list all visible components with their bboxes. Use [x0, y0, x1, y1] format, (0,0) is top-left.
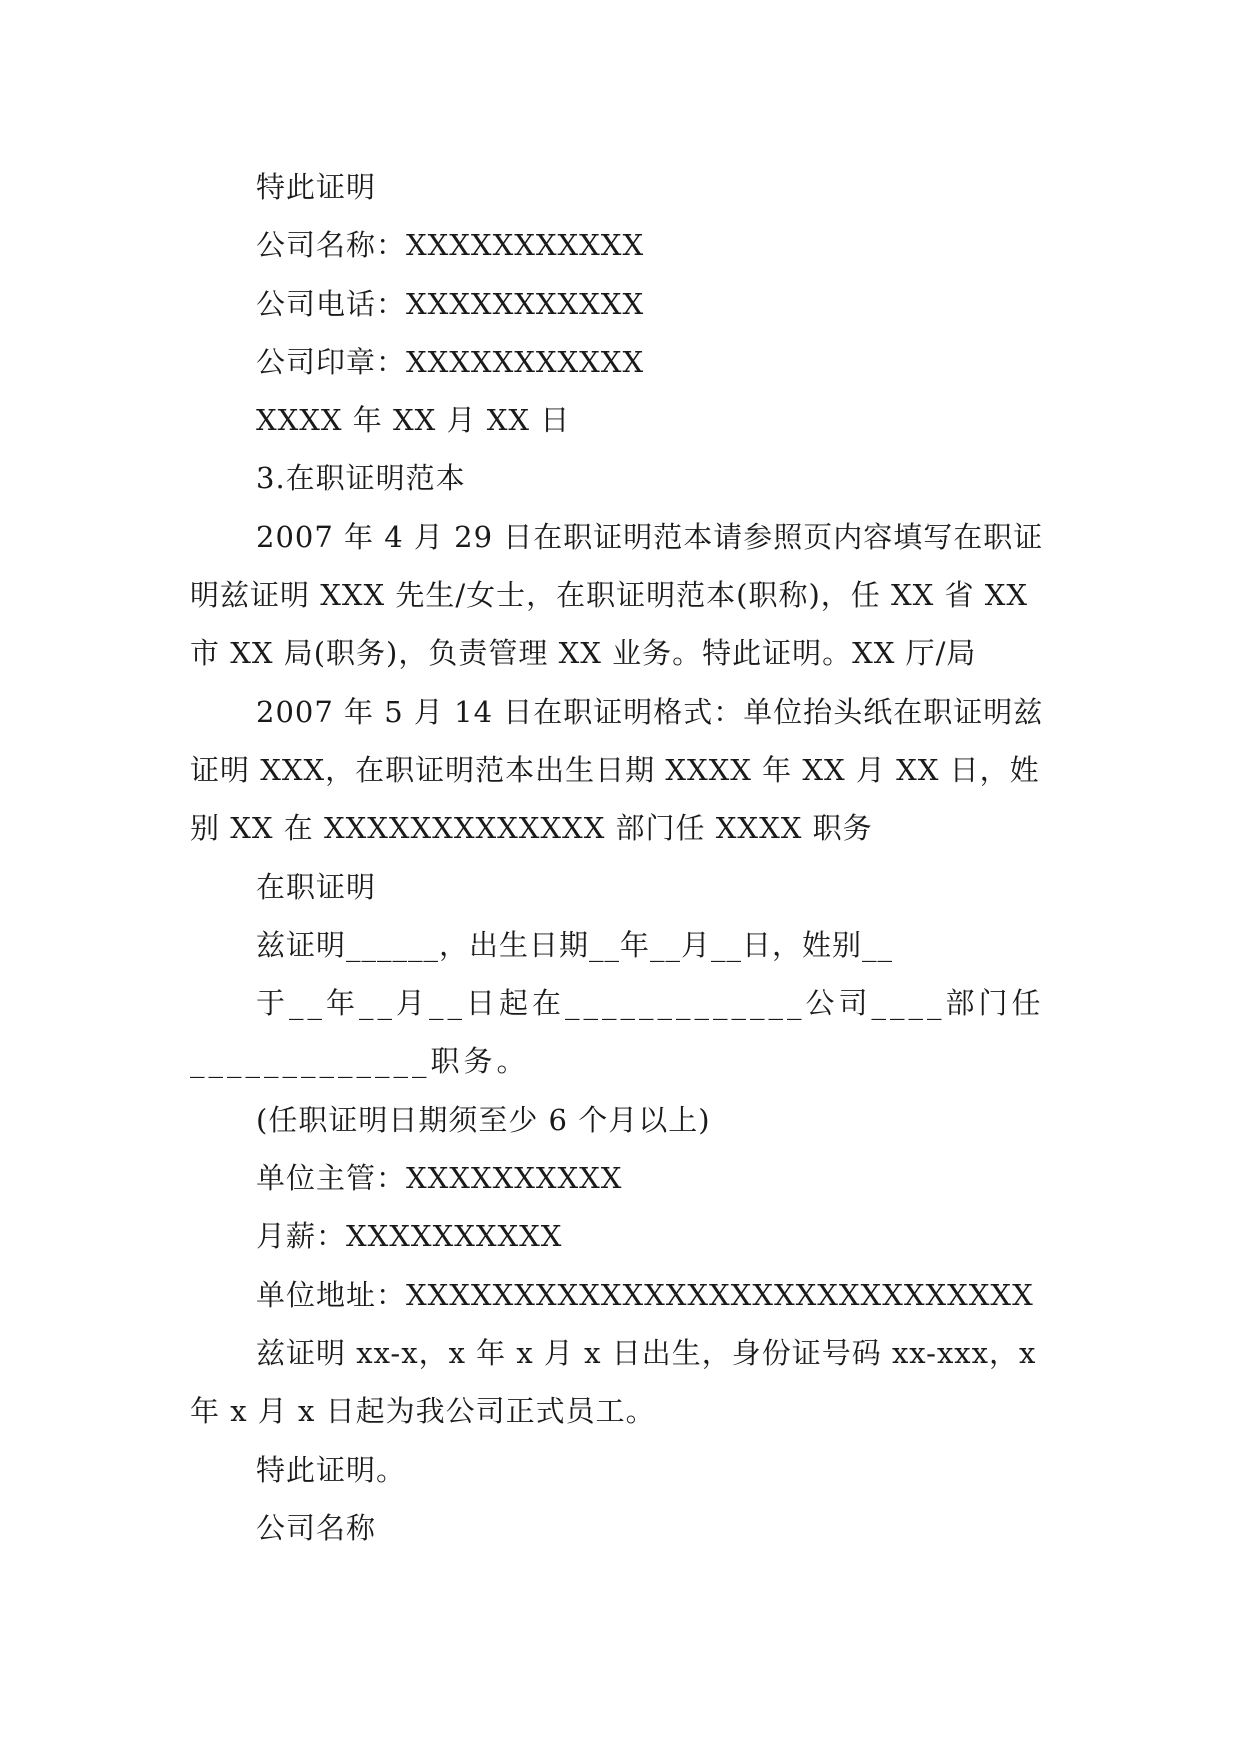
sample-paragraph-1: 2007 年 4 月 29 日在职证明范本请参照页内容填写在职证明兹证明 XXX 先生/女士，在职证明范本(职称)，任 XX 省 XX 市 XX 局(职务)，负责管理 XX 业务。特此证明。XX 厅/局 [190, 519, 1044, 671]
tenure-note: (任职证明日期须至少 6 个月以上) [256, 1102, 711, 1137]
closing-line-2: 特此证明。 [256, 1452, 407, 1487]
date-line: XXXX 年 XX 月 XX 日 [256, 403, 571, 438]
sample-paragraph-2: 2007 年 5 月 14 日在职证明格式：单位抬头纸在职证明兹证明 XXX，在职证明范本出生日期 XXXX 年 XX 月 XX 日，姓别 XX 在 XXXXXXXXXXXXX 部门任 XXXX 职务 [190, 694, 1044, 846]
form-line-2: 于__年__月__日起在_____________公司____部门任_____________职务。 [190, 986, 1045, 1079]
document-body [190, 158, 1050, 1557]
section-heading: 3.在职证明范本 [256, 461, 466, 496]
company-seal-line: 公司印章：XXXXXXXXXXX [256, 344, 645, 379]
certificate-title: 在职证明 [256, 869, 377, 904]
employee-proof-paragraph: 兹证明 xx-x，x 年 x 月 x 日出生，身份证号码 xx-xxx，x 年 x 月 x 日起为我公司正式员工。 [190, 1335, 1037, 1429]
supervisor-line: 单位主管：XXXXXXXXXX [256, 1161, 623, 1196]
company-name-line: 公司名称：XXXXXXXXXXX [256, 228, 645, 263]
form-line-1: 兹证明______，出生日期__年__月__日，姓别__ [256, 927, 894, 962]
company-name-signature: 公司名称 [256, 1510, 377, 1545]
closing-line: 特此证明 [256, 170, 377, 204]
company-phone-line: 公司电话：XXXXXXXXXXX [256, 286, 645, 321]
salary-line: 月薪：XXXXXXXXXX [256, 1219, 563, 1254]
address-line: 单位地址：XXXXXXXXXXXXXXXXXXXXXXXXXXXXX [256, 1277, 1034, 1312]
